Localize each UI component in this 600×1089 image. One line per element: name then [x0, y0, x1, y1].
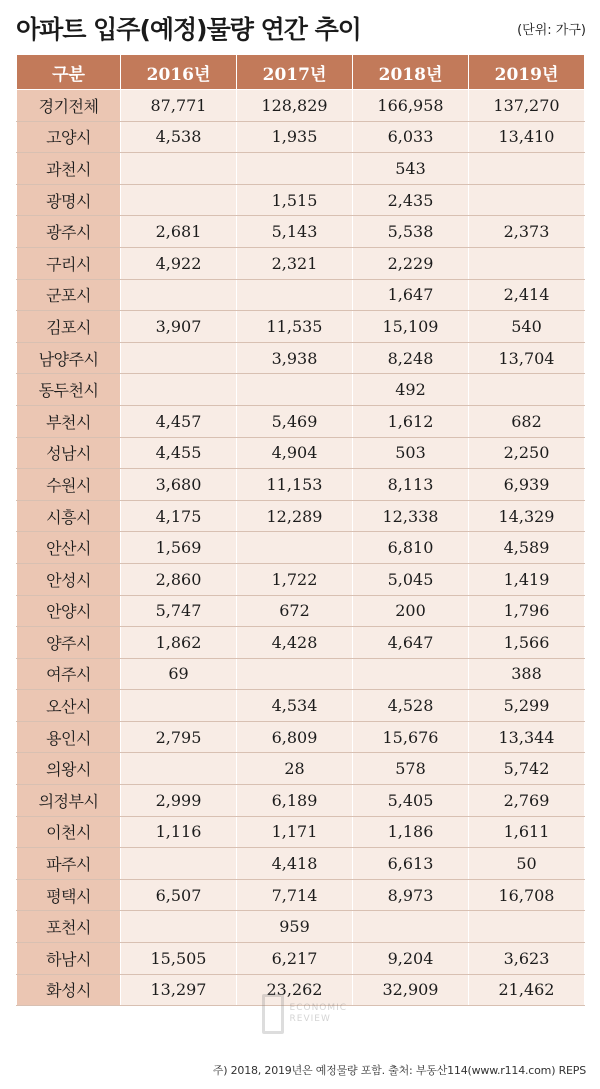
value-cell: 1,419 — [469, 563, 585, 595]
value-cell — [469, 184, 585, 216]
value-cell: 16,708 — [469, 879, 585, 911]
table-row — [17, 879, 585, 911]
table-row — [17, 405, 585, 437]
value-cell: 503 — [353, 437, 469, 469]
value-cell: 3,680 — [121, 469, 237, 501]
value-cell: 6,809 — [237, 721, 353, 753]
value-cell: 4,647 — [353, 627, 469, 659]
value-cell: 8,248 — [353, 342, 469, 374]
value-cell: 13,704 — [469, 342, 585, 374]
region-cell: 의왕시 — [17, 753, 121, 785]
value-cell: 2,250 — [469, 437, 585, 469]
value-cell: 87,771 — [121, 90, 237, 122]
region-cell: 구리시 — [17, 247, 121, 279]
table-row — [17, 690, 585, 722]
value-cell: 6,189 — [237, 785, 353, 817]
value-cell: 672 — [237, 595, 353, 627]
value-cell: 2,769 — [469, 785, 585, 817]
table-row — [17, 90, 585, 122]
value-cell: 578 — [353, 753, 469, 785]
value-cell — [469, 247, 585, 279]
value-cell: 4,534 — [237, 690, 353, 722]
value-cell: 128,829 — [237, 90, 353, 122]
region-cell: 성남시 — [17, 437, 121, 469]
value-cell: 166,958 — [353, 90, 469, 122]
value-cell: 1,647 — [353, 279, 469, 311]
value-cell — [237, 279, 353, 311]
value-cell: 15,676 — [353, 721, 469, 753]
region-cell: 고양시 — [17, 121, 121, 153]
value-cell: 6,217 — [237, 943, 353, 975]
value-cell: 5,045 — [353, 563, 469, 595]
value-cell: 13,297 — [121, 974, 237, 1006]
value-cell: 3,907 — [121, 311, 237, 343]
value-cell — [469, 153, 585, 185]
value-cell: 15,109 — [353, 311, 469, 343]
value-cell: 4,457 — [121, 405, 237, 437]
table-row — [17, 595, 585, 627]
value-cell: 6,939 — [469, 469, 585, 501]
table-row — [17, 121, 585, 153]
region-cell: 과천시 — [17, 153, 121, 185]
value-cell: 1,796 — [469, 595, 585, 627]
region-cell: 군포시 — [17, 279, 121, 311]
unit-label: (단위: 가구) — [517, 22, 586, 38]
value-cell — [469, 374, 585, 406]
table-row — [17, 342, 585, 374]
table-row — [17, 753, 585, 785]
region-cell: 하남시 — [17, 943, 121, 975]
value-cell: 2,860 — [121, 563, 237, 595]
table-row — [17, 816, 585, 848]
value-cell: 6,507 — [121, 879, 237, 911]
value-cell: 2,999 — [121, 785, 237, 817]
value-cell: 12,338 — [353, 500, 469, 532]
value-cell: 69 — [121, 658, 237, 690]
region-cell: 오산시 — [17, 690, 121, 722]
value-cell: 5,742 — [469, 753, 585, 785]
table-row — [17, 848, 585, 880]
value-cell — [121, 911, 237, 943]
value-cell: 4,175 — [121, 500, 237, 532]
value-cell: 5,469 — [237, 405, 353, 437]
region-cell: 평택시 — [17, 879, 121, 911]
table-row — [17, 437, 585, 469]
value-cell: 1,569 — [121, 532, 237, 564]
table-row — [17, 627, 585, 659]
value-cell: 2,681 — [121, 216, 237, 248]
value-cell: 2,229 — [353, 247, 469, 279]
region-cell: 수원시 — [17, 469, 121, 501]
table-row — [17, 500, 585, 532]
table-row — [17, 974, 585, 1006]
region-cell: 안양시 — [17, 595, 121, 627]
table-row — [17, 563, 585, 595]
table-row — [17, 279, 585, 311]
region-cell: 여주시 — [17, 658, 121, 690]
table-row — [17, 469, 585, 501]
value-cell: 15,505 — [121, 943, 237, 975]
value-cell: 1,171 — [237, 816, 353, 848]
value-cell: 682 — [469, 405, 585, 437]
region-cell: 동두천시 — [17, 374, 121, 406]
value-cell: 200 — [353, 595, 469, 627]
value-cell: 8,113 — [353, 469, 469, 501]
value-cell: 137,270 — [469, 90, 585, 122]
value-cell — [121, 848, 237, 880]
column-header: 2019년 — [469, 55, 585, 90]
table-body — [17, 90, 585, 1006]
source-note: 주) 2018, 2019년은 예정물량 포함. 출처: 부동산114(www.r114.com) REPS — [212, 1064, 586, 1077]
value-cell: 13,410 — [469, 121, 585, 153]
value-cell: 50 — [469, 848, 585, 880]
value-cell — [469, 911, 585, 943]
column-header: 2016년 — [121, 55, 237, 90]
table-row — [17, 216, 585, 248]
value-cell: 8,973 — [353, 879, 469, 911]
region-cell: 화성시 — [17, 974, 121, 1006]
region-cell: 안성시 — [17, 563, 121, 595]
value-cell: 2,414 — [469, 279, 585, 311]
value-cell: 6,613 — [353, 848, 469, 880]
value-cell — [237, 532, 353, 564]
value-cell: 2,373 — [469, 216, 585, 248]
value-cell: 9,204 — [353, 943, 469, 975]
value-cell — [353, 658, 469, 690]
value-cell: 1,611 — [469, 816, 585, 848]
value-cell: 4,538 — [121, 121, 237, 153]
table-row — [17, 532, 585, 564]
value-cell: 4,418 — [237, 848, 353, 880]
value-cell: 6,033 — [353, 121, 469, 153]
value-cell: 492 — [353, 374, 469, 406]
table-row — [17, 721, 585, 753]
value-cell: 1,612 — [353, 405, 469, 437]
table-row — [17, 247, 585, 279]
value-cell: 5,405 — [353, 785, 469, 817]
region-cell: 의정부시 — [17, 785, 121, 817]
value-cell: 32,909 — [353, 974, 469, 1006]
table-row — [17, 184, 585, 216]
table-row — [17, 658, 585, 690]
value-cell — [121, 184, 237, 216]
value-cell: 1,935 — [237, 121, 353, 153]
value-cell — [121, 279, 237, 311]
value-cell — [121, 690, 237, 722]
value-cell: 1,116 — [121, 816, 237, 848]
value-cell: 6,810 — [353, 532, 469, 564]
value-cell: 543 — [353, 153, 469, 185]
region-cell: 남양주시 — [17, 342, 121, 374]
value-cell — [237, 658, 353, 690]
region-cell: 이천시 — [17, 816, 121, 848]
column-header: 2017년 — [237, 55, 353, 90]
value-cell: 3,623 — [469, 943, 585, 975]
region-cell: 시흥시 — [17, 500, 121, 532]
value-cell — [121, 153, 237, 185]
table-row — [17, 374, 585, 406]
region-cell: 부천시 — [17, 405, 121, 437]
value-cell: 388 — [469, 658, 585, 690]
value-cell: 5,299 — [469, 690, 585, 722]
value-cell — [121, 753, 237, 785]
column-header: 2018년 — [353, 55, 469, 90]
value-cell — [121, 342, 237, 374]
region-cell: 광주시 — [17, 216, 121, 248]
value-cell: 7,714 — [237, 879, 353, 911]
region-cell: 포천시 — [17, 911, 121, 943]
value-cell: 5,538 — [353, 216, 469, 248]
table-row — [17, 943, 585, 975]
value-cell: 2,795 — [121, 721, 237, 753]
column-header: 구분 — [17, 55, 121, 90]
value-cell: 4,428 — [237, 627, 353, 659]
supply-table — [16, 54, 585, 1006]
table-row — [17, 911, 585, 943]
value-cell: 959 — [237, 911, 353, 943]
value-cell: 5,143 — [237, 216, 353, 248]
region-cell: 김포시 — [17, 311, 121, 343]
value-cell: 2,435 — [353, 184, 469, 216]
value-cell: 1,515 — [237, 184, 353, 216]
value-cell: 1,722 — [237, 563, 353, 595]
page-title: 아파트 입주(예정)물량 연간 추이 — [16, 15, 361, 44]
value-cell: 23,262 — [237, 974, 353, 1006]
value-cell: 2,321 — [237, 247, 353, 279]
value-cell: 11,535 — [237, 311, 353, 343]
table-header-row — [17, 55, 585, 90]
value-cell — [237, 374, 353, 406]
value-cell: 1,186 — [353, 816, 469, 848]
value-cell: 1,566 — [469, 627, 585, 659]
watermark-text: ECONOMIC REVIEW — [289, 1003, 348, 1024]
value-cell: 14,329 — [469, 500, 585, 532]
region-cell: 경기전체 — [17, 90, 121, 122]
value-cell: 11,153 — [237, 469, 353, 501]
value-cell: 4,904 — [237, 437, 353, 469]
region-cell: 안산시 — [17, 532, 121, 564]
table-row — [17, 311, 585, 343]
header — [16, 8, 586, 48]
value-cell: 21,462 — [469, 974, 585, 1006]
value-cell: 13,344 — [469, 721, 585, 753]
value-cell: 4,589 — [469, 532, 585, 564]
value-cell — [237, 153, 353, 185]
value-cell: 5,747 — [121, 595, 237, 627]
table-row — [17, 153, 585, 185]
region-cell: 용인시 — [17, 721, 121, 753]
value-cell — [121, 374, 237, 406]
value-cell: 4,922 — [121, 247, 237, 279]
value-cell: 3,938 — [237, 342, 353, 374]
value-cell: 28 — [237, 753, 353, 785]
region-cell: 광명시 — [17, 184, 121, 216]
table-row — [17, 785, 585, 817]
value-cell: 4,455 — [121, 437, 237, 469]
value-cell: 1,862 — [121, 627, 237, 659]
value-cell — [353, 911, 469, 943]
value-cell: 4,528 — [353, 690, 469, 722]
value-cell: 540 — [469, 311, 585, 343]
region-cell: 양주시 — [17, 627, 121, 659]
region-cell: 파주시 — [17, 848, 121, 880]
value-cell: 12,289 — [237, 500, 353, 532]
